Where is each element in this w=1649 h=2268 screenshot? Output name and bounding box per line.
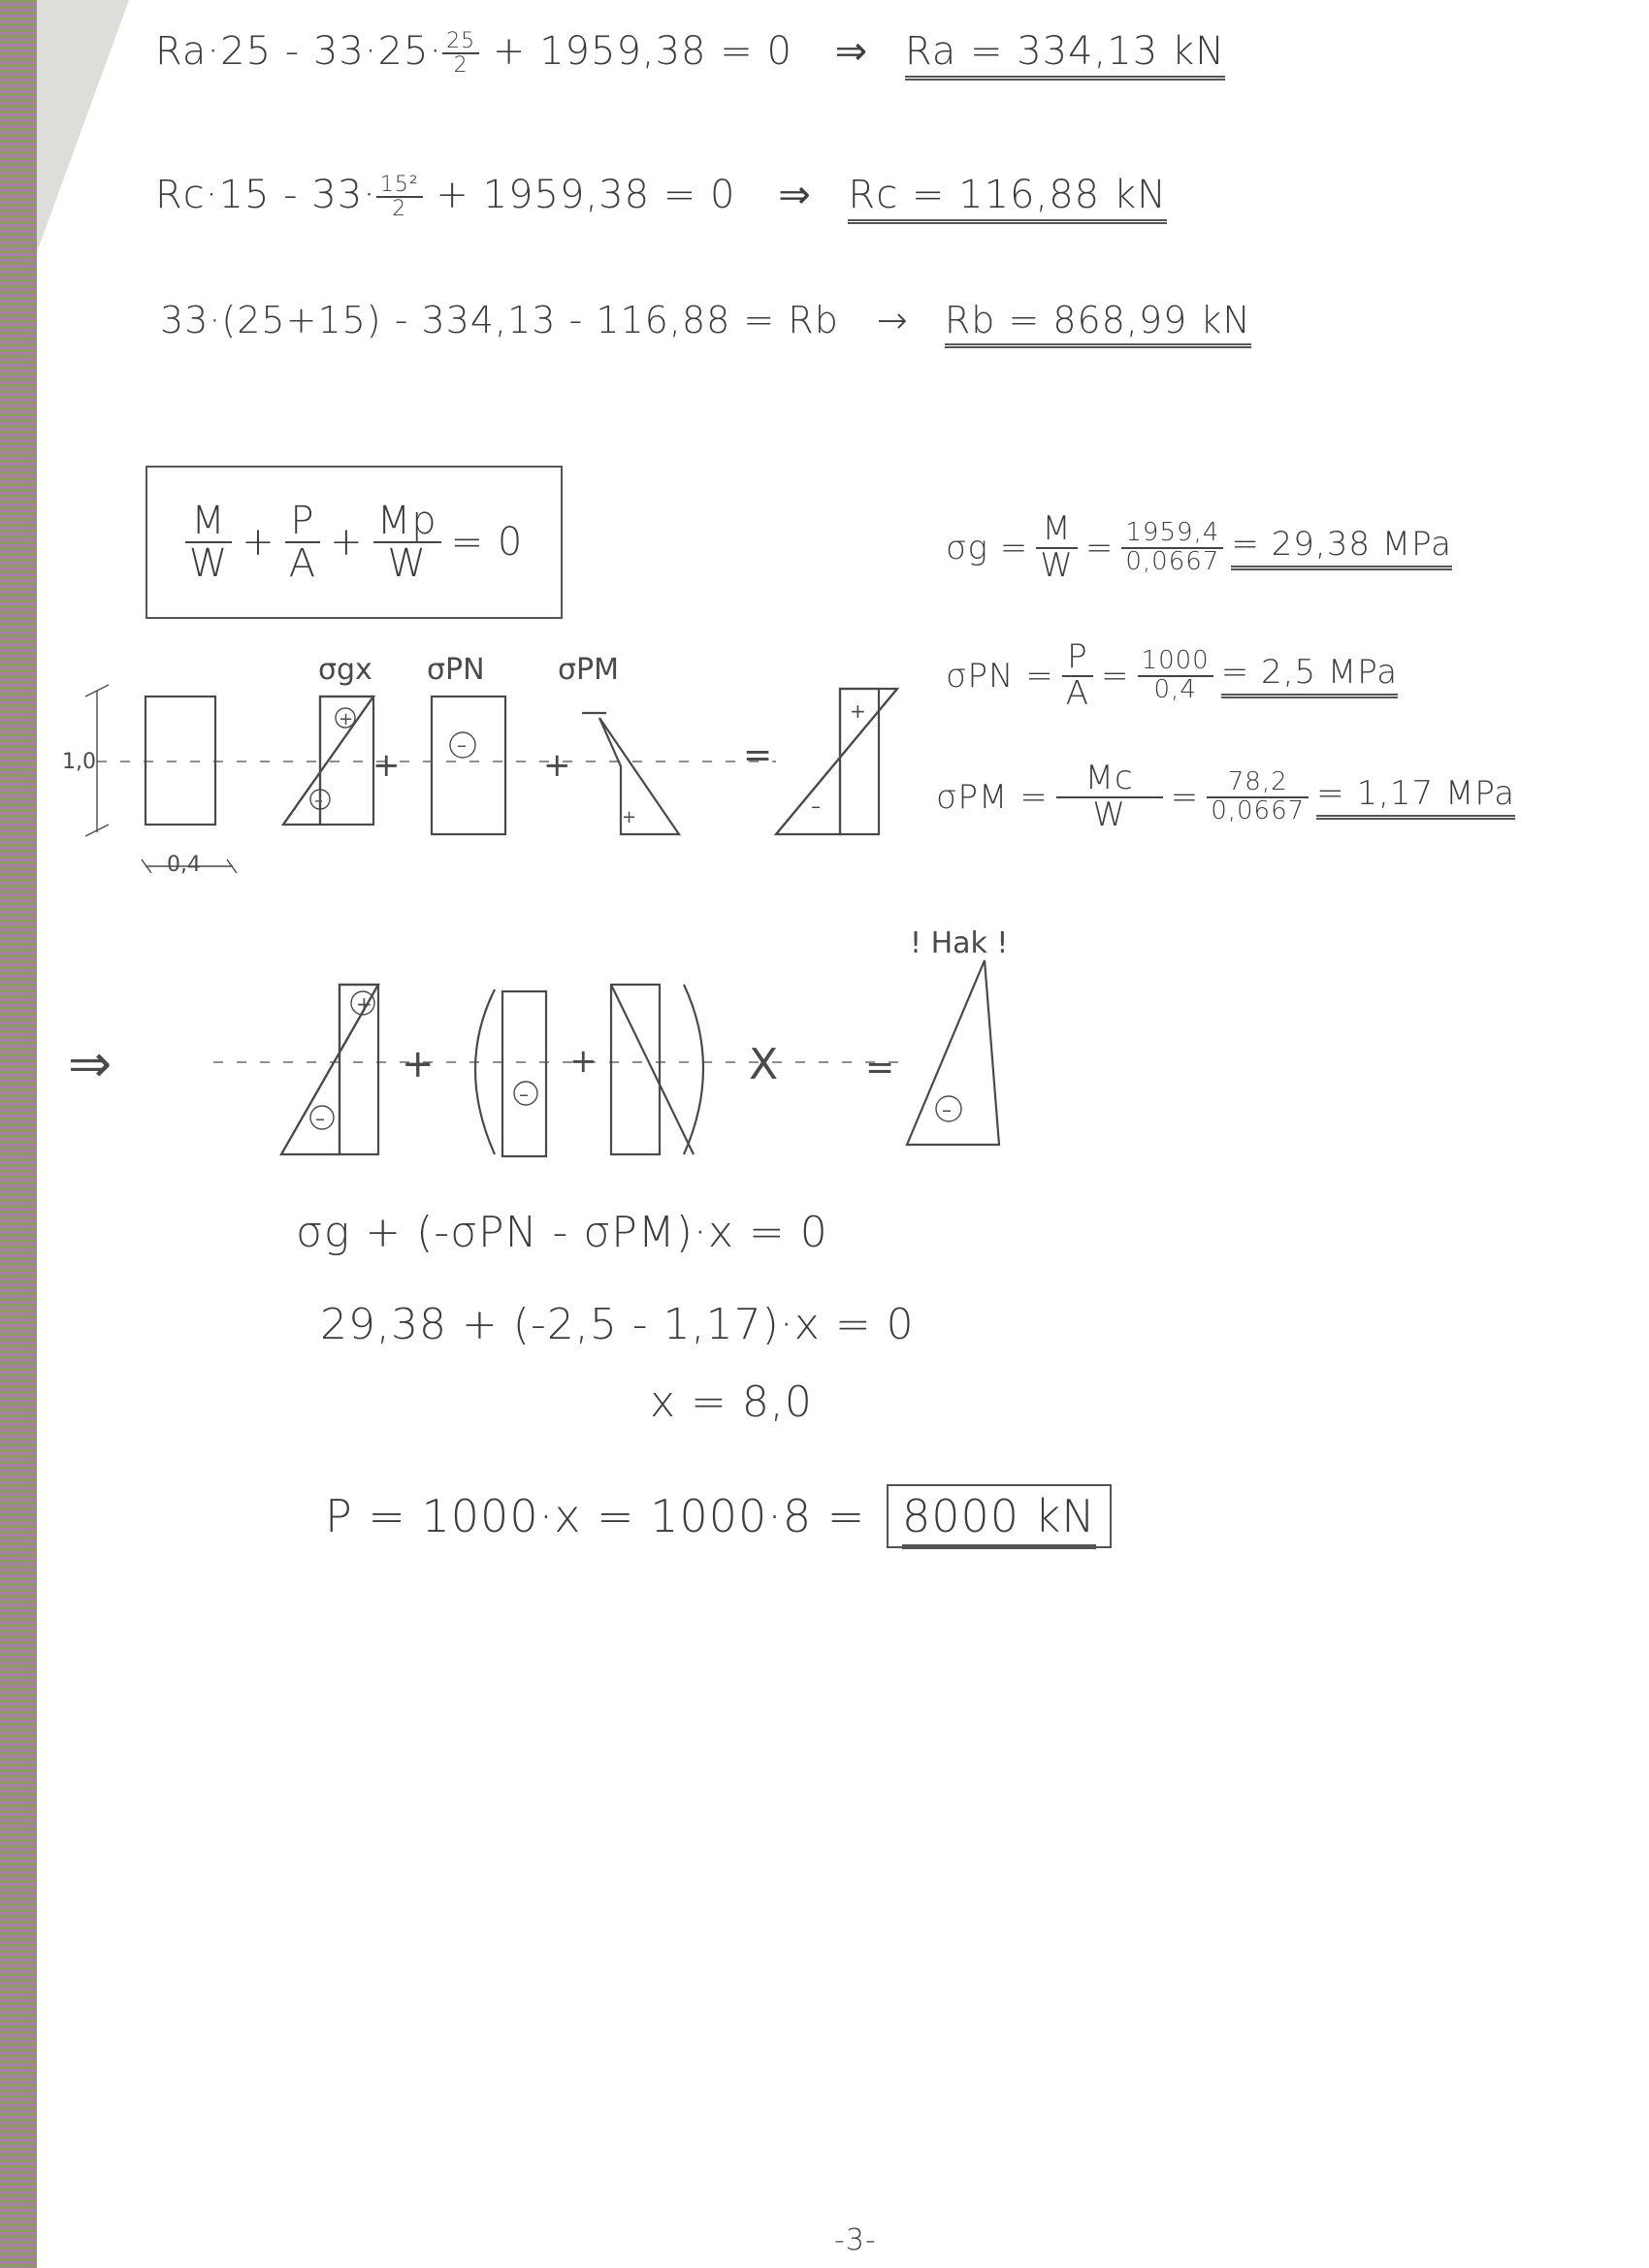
svg-text:+: + [372,746,401,785]
hak-note: ! Hak ! [910,926,1009,960]
page-number: -3- [834,2223,877,2257]
eq1-rest: + 1959,38 = 0 [492,29,792,74]
s1-result: = 29,38 MPa [1231,525,1452,570]
eq2-frac-num: 15² [376,174,423,198]
formula-t1-num: M [185,501,233,543]
svg-text:+: + [543,746,571,785]
s3-frac2-den: 0,0667 [1211,795,1306,826]
svg-text:–: – [519,1083,529,1106]
eq2-rest: + 1959,38 = 0 [436,173,736,217]
s2-frac1-den: A [1065,673,1090,713]
bending-stress-diagram-2 [281,985,378,1154]
s1-frac2-num: 1959,4 [1121,520,1223,548]
s1-frac1-num: M [1036,512,1078,549]
eq3-arrow: → [876,299,909,341]
s1-label: σg = [946,528,1029,567]
s3-frac1-den: W [1092,794,1126,834]
label-sigma-pn: σPN [427,653,485,687]
final-result-box [887,1484,1112,1548]
formula-t3-den: W [387,541,427,586]
formula-t1-den: W [188,541,229,586]
solution-line-1: σg + (-σPN - σPM)·x = 0 [296,1208,828,1257]
formula-t2-den: A [288,541,317,586]
s2-frac2-den: 0,4 [1153,674,1197,704]
svg-text:=: = [743,735,773,775]
eq2-result: Rc = 116,88 kN [848,173,1167,224]
svg-text:+: + [569,1042,598,1081]
s3-frac1-num: Mc [1056,761,1163,798]
eccentric-moment-stress-diagram [558,653,679,834]
stress-sigma-pn: σPN = $\frac{P}{A}$ = $\frac{1000}{0,4}$ = 2,5 MPa [946,637,1399,713]
svg-text:–: – [314,791,323,811]
svg-text:–: – [457,733,467,757]
cross-section-sketch [62,685,237,877]
eq1-frac-den: 2 [453,53,469,78]
s3-result: = 1,17 MPa [1316,774,1515,820]
label-sigma-pm: σPM [558,653,619,687]
svg-text:–: – [315,1107,325,1130]
svg-text:–: – [811,794,821,818]
final-result: 8000 kN [902,1490,1096,1549]
svg-text:–: – [942,1098,952,1121]
s3-label: σPM = [936,777,1049,817]
eq1-arrow: ⇒ [834,29,869,74]
stress-sigma-pm: σPM = $\frac{Mc}{W}$ = $\frac{78,2}{0,0667}$ = 1,17 MPa [936,759,1516,834]
formula-plus-1: + [242,520,275,565]
s3-frac2-num: 78,2 [1207,769,1309,797]
svg-text:+: + [850,699,866,723]
solution-line-3: x = 8,0 [650,1377,813,1427]
eq1-result: Ra = 334,13 kN [905,29,1225,81]
solution-line-2: 29,38 + (-2,5 - 1,17)·x = 0 [320,1300,915,1349]
svg-text:+: + [339,709,354,729]
formula-equals-zero: = 0 [450,520,524,565]
s2-frac1-num: P [1062,640,1093,677]
eq2-text: Rc·15 - 33· [155,173,376,217]
formula-t3-num: Mp [373,501,441,543]
section-height-label: 1,0 [62,750,96,774]
formula-t2-num: P [285,501,320,543]
eq1-text: Ra·25 - 33·25· [155,29,443,74]
normal-stress-diagram [427,653,505,834]
resultant-stress-diagram-2 [907,960,999,1145]
s2-result: = 2,5 MPa [1221,653,1398,698]
eq2-arrow: ⇒ [778,173,812,217]
bending-stress-diagram [283,653,373,825]
s2-frac2-num: 1000 [1138,648,1213,676]
svg-text:+: + [622,807,637,827]
eccentric-moment-stress-diagram-2 [611,985,694,1154]
resultant-stress-diagram-1 [776,689,897,834]
stress-sigma-g: σg = $\frac{M}{W}$ = $\frac{1959,4}{0,0667}$ = 29,38 MPa [946,509,1452,585]
eq3-result: Rb = 868,99 kN [945,299,1251,348]
formula-plus-2: + [330,520,364,565]
section-width-label: 0,4 [167,853,201,877]
label-sigma-gx: σgx [318,653,372,687]
s1-frac1-den: W [1040,545,1074,585]
normal-stress-diagram-2 [502,991,546,1156]
svg-text:+: + [356,992,372,1016]
implies-arrow: ⇒ [68,1033,113,1094]
eq2-frac-den: 2 [392,197,407,221]
solution-line-4-lhs: P = 1000·x = 1000·8 = [325,1490,866,1542]
eq3-text: 33·(25+15) - 334,13 - 116,88 = Rb [160,299,839,341]
svg-text:=: = [865,1048,895,1087]
svg-text:+: + [402,1042,435,1086]
s1-frac2-den: 0,0667 [1125,546,1220,576]
multiplier-x: X [749,1040,779,1089]
eq1-frac-num: 25 [442,30,479,54]
s2-label: σPN = [946,656,1054,696]
solution-line-4 [325,1484,1112,1548]
